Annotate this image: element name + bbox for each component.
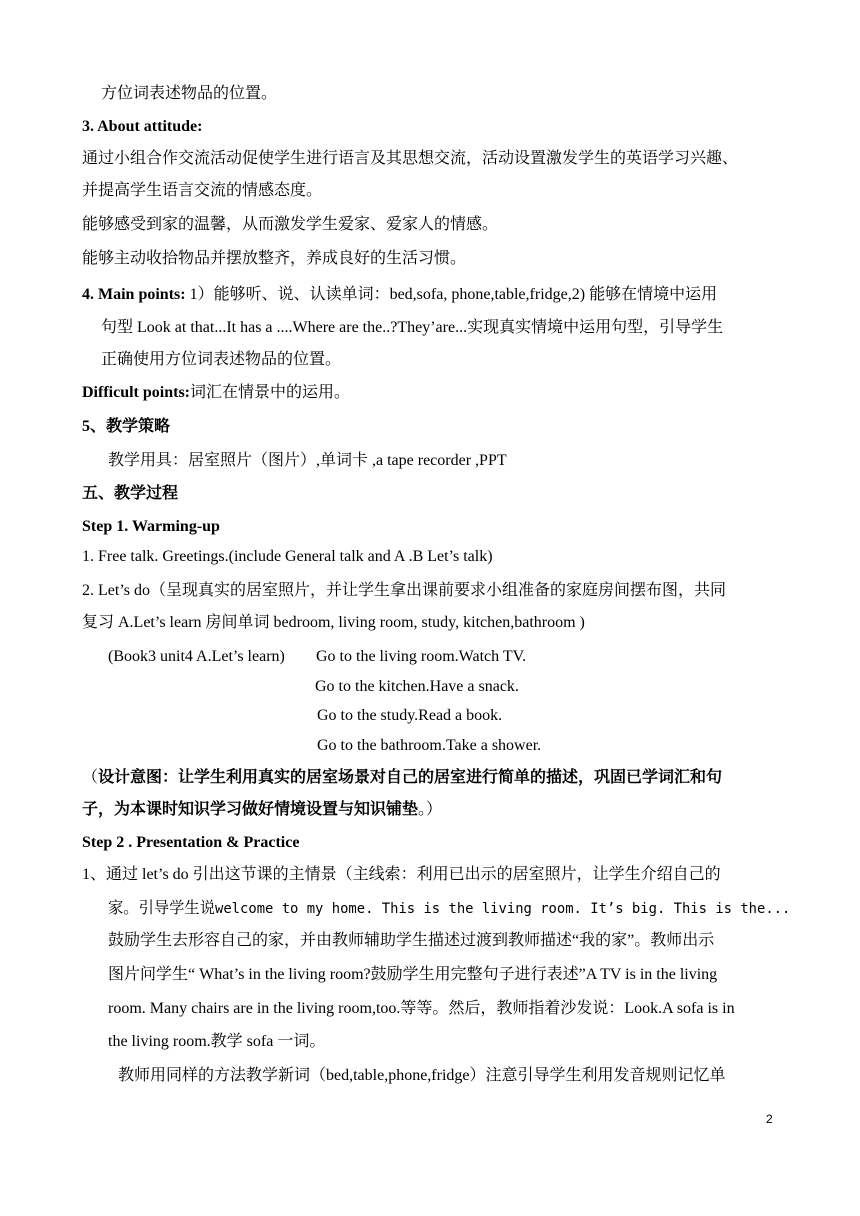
main-points-line: 4. Main points: 1）能够听、说、认读单词：bed,sofa, phone,table,fridge,2) 能够在情境中运用 xyxy=(82,286,718,303)
text-line: 能够感受到家的温馨，从而激发学生爱家、爱家人的情感。 xyxy=(82,216,499,233)
section-heading-process: 五、教学过程 xyxy=(82,485,179,502)
text-line: room. Many chairs are in the living room,too.等等。然后，教师指着沙发说：Look.A sofa is in xyxy=(108,1000,735,1017)
text-line: (Book3 unit4 A.Let’s learn) xyxy=(108,648,285,665)
text-line: 教师用同样的方法教学新词（bed,table,phone,fridge）注意引导学生利用发音规则记忆单 xyxy=(118,1067,726,1084)
text-line: Go to the bathroom.Take a shower. xyxy=(317,737,542,754)
text-line: 1. Free talk. Greetings.(include General talk and A .B Let’s talk) xyxy=(82,548,493,565)
section-heading-strategy: 5、教学策略 xyxy=(82,418,171,435)
page-number: 2 xyxy=(766,1112,773,1126)
text-line: 正确使用方位词表述物品的位置。 xyxy=(101,351,342,368)
text-line: 2. Let’s do（呈现真实的居室照片，并让学生拿出课前要求小组准备的家庭房间摆布图，共同 xyxy=(82,582,726,599)
text-line: 家。引导学生说welcome to my home. This is the living room. It’s big. This is the... xyxy=(108,900,791,917)
text-line: 复习 A.Let’s learn 房间单词 bedroom, living room, study, kitchen,bathroom ) xyxy=(82,614,585,631)
text-line: 并提高学生语言交流的情感态度。 xyxy=(82,182,323,199)
text-line: 图片问学生“ What’s in the living room?鼓励学生用完整句子进行表述”A TV is in the living xyxy=(108,966,718,983)
text-line: Go to the kitchen.Have a snack. xyxy=(315,678,519,695)
text-line: Go to the study.Read a book. xyxy=(317,707,503,724)
text-line: 教学用具：居室照片（图片）,单词卡 ,a tape recorder ,PPT xyxy=(108,452,507,469)
text-line: the living room.教学 sofa 一词。 xyxy=(108,1033,326,1050)
design-intent-line: 子，为本课时知识学习做好情境设置与知识铺垫。） xyxy=(82,799,443,818)
difficult-points-line: Difficult points:词汇在情景中的运用。 xyxy=(82,384,351,401)
text-line: 鼓励学生去形容自己的家，并由教师辅助学生描述过渡到教师描述“我的家”。教师出示 xyxy=(108,932,715,949)
design-intent-line: （设计意图：让学生利用真实的居室场景对自己的居室进行简单的描述，巩固已学词汇和句 xyxy=(82,767,723,786)
text-line: 方位词表述物品的位置。 xyxy=(101,85,278,102)
section-heading-attitude: 3. About attitude: xyxy=(82,118,203,135)
step-heading: Step 1. Warming-up xyxy=(82,518,220,535)
text-line: 1、通过 let’s do 引出这节课的主情景（主线索：利用已出示的居室照片，让学生介绍自己的 xyxy=(82,866,721,883)
text-line: 句型 Look at that...It has a ....Where are the..?They’are...实现真实情境中运用句型，引导学生 xyxy=(101,319,724,336)
text-line: 能够主动收拾物品并摆放整齐，养成良好的生活习惯。 xyxy=(82,250,467,267)
text-line: 通过小组合作交流活动促使学生进行语言及其思想交流，活动设置激发学生的英语学习兴趣、 xyxy=(82,150,739,167)
text-line: Go to the living room.Watch TV. xyxy=(316,648,527,665)
step-heading: Step 2 . Presentation & Practice xyxy=(82,834,300,851)
